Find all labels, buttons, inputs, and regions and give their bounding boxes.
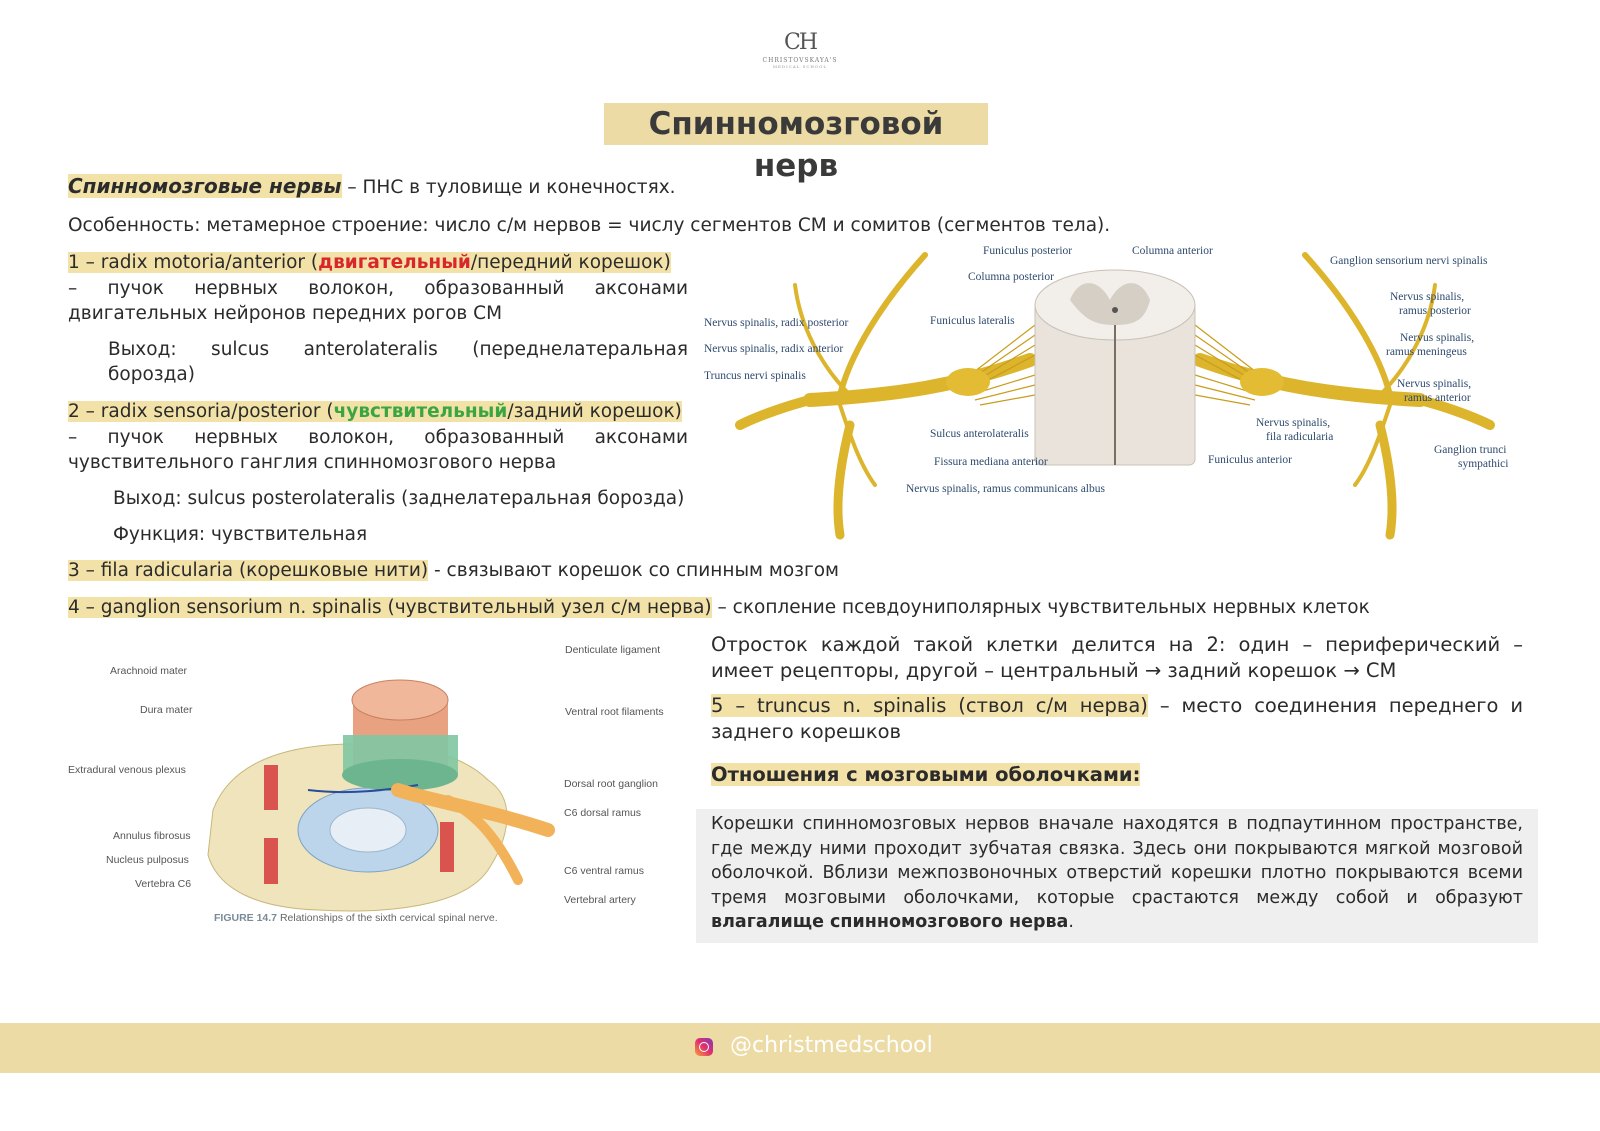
label-ventral-root: Ventral root filaments (565, 706, 664, 718)
label-truncus: Truncus nervi spinalis (704, 370, 806, 382)
label-nucleus: Nucleus pulposus (106, 854, 189, 866)
item2-description: – пучок нервных волокон, образованный аксонами чувствительного ганглия спинномозгового нерва (68, 427, 688, 473)
label-vertebral-artery: Vertebral artery (564, 894, 636, 906)
label-ramus-anterior-1: Nervus spinalis, (1397, 378, 1472, 390)
label-columna-posterior: Columna posterior (968, 271, 1054, 283)
item3-text: - связывают корешок со спинным мозгом (428, 560, 840, 581)
label-funiculus-anterior: Funiculus anterior (1208, 454, 1292, 466)
label-ramus-posterior-2: ramus posterior (1399, 305, 1471, 317)
item1-head-post: /передний корешок) (470, 252, 671, 273)
label-dura: Dura mater (140, 704, 193, 716)
process-text: Отросток каждой такой клетки делится на 2: один – периферический – имеет рецепторы, другой – центральный → задний корешок → СМ (711, 633, 1523, 682)
intro-term: Спинномозговые нервы (68, 174, 342, 198)
item2-heading-highlight (68, 401, 682, 422)
logo-school-sub: MEDICAL SCHOOL (772, 64, 828, 69)
label-fila-1: Nervus spinalis, (1256, 417, 1331, 429)
label-ramus-communicans: Nervus spinalis, ramus communicans albus (906, 483, 1105, 495)
label-ramus-anterior-2: ramus anterior (1404, 392, 1471, 404)
label-fissura: Fissura mediana anterior (934, 456, 1048, 468)
logo-monogram: CH (783, 30, 817, 55)
label-dorsal-ganglion: Dorsal root ganglion (564, 778, 658, 790)
item2-exit: Выход: sulcus posterolateralis (заднелатеральная борозда) (113, 488, 685, 509)
label-ramus-meningeus-1: Nervus spinalis, (1400, 332, 1475, 344)
item1-head-pre: 1 – radix motoria/anterior ( (68, 252, 319, 273)
item3-heading: 3 – fila radicularia (корешковые нити) (68, 560, 429, 581)
intro-definition-text: – ПНС в туловище и конечностях. (341, 177, 676, 198)
item1-head-motor: двигательный (318, 252, 471, 273)
item1-heading-highlight (68, 252, 671, 273)
figure-caption (214, 912, 498, 924)
item4-text: – скопление псевдоуниполярных чувствительных нервных клеток (711, 597, 1370, 618)
label-ganglion-sensorium: Ganglion sensorium nervi spinalis (1330, 255, 1488, 267)
intro-feature: Особенность: метамерное строение: число с/м нервов = числу сегментов СМ и сомитов (сегментов тела). (68, 215, 1111, 236)
label-fila-2: fila radicularia (1266, 431, 1334, 443)
label-columna-anterior: Columna anterior (1132, 245, 1213, 257)
item1-description: – пучок нервных волокон, образованный аксонами двигательных нейронов передних рогов СМ (68, 278, 688, 324)
item4 (68, 595, 1548, 620)
item4-heading: 4 – ganglion sensorium n. spinalis (чувствительный узел с/м нерва) (68, 597, 712, 618)
label-c6-dorsal: C6 dorsal ramus (564, 807, 642, 819)
item5-text: – место соединения переднего и заднего корешков (711, 694, 1523, 743)
school-logo (740, 30, 860, 69)
label-vertebra: Vertebra C6 (135, 878, 192, 890)
item2-head-post: /задний корешок) (507, 401, 682, 422)
item3 (68, 558, 1068, 583)
item2-head-pre: 2 – radix sensoria/posterior ( (68, 401, 334, 422)
relations-title-text: Отношения с мозговыми оболочками: (711, 763, 1141, 786)
item5-heading: 5 – truncus n. spinalis (ствол с/м нерва) (711, 694, 1148, 717)
relations-body: Корешки спинномозговых нервов вначале находятся в подпаутинном пространстве, где между ними проходит зубчатая связка. Здесь они покрываются мягкой мозговой оболочкой. Вблизи межпозвоночных отверстий корешки плотно покрываются всеми тремя мозговыми оболочками, которые срастаются между собой и образуют (711, 814, 1523, 908)
item1-exit: Выход: sulcus anterolateralis (переднелатеральная борозда) (108, 339, 688, 385)
footer-bar (0, 1023, 1600, 1073)
relations-end: . (1068, 912, 1074, 932)
label-ramus-posterior-1: Nervus spinalis, (1390, 291, 1465, 303)
label-ganglion-trunci-1: Ganglion trunci (1434, 444, 1507, 456)
item1-heading (68, 250, 688, 275)
label-radix-anterior: Nervus spinalis, radix anterior (704, 343, 844, 355)
relations-text (711, 812, 1523, 935)
label-radix-posterior: Nervus spinalis, radix posterior (704, 317, 849, 329)
c6-nerve-figure (68, 640, 688, 945)
relations-bold: влагалище спинномозгового нерва (711, 912, 1069, 932)
relations-title (711, 762, 1140, 788)
logo-school-name: CHRISTOVSKAYA'S (762, 57, 838, 64)
item2-head-sensory: чувствительный (333, 401, 508, 422)
label-funiculus-posterior: Funiculus posterior (983, 245, 1073, 257)
instagram-handle[interactable]: @christmedschool (730, 1033, 933, 1058)
instagram-icon[interactable] (695, 1038, 713, 1056)
item5 (711, 693, 1523, 745)
item2-function: Функция: чувствительная (113, 524, 368, 545)
label-ramus-meningeus-2: ramus meningeus (1386, 346, 1467, 358)
label-sulcus-anterolateralis: Sulcus anterolateralis (930, 428, 1029, 440)
label-denticulate: Denticulate ligament (565, 644, 661, 656)
figure-number: FIGURE 14.7 (214, 912, 278, 924)
item2-heading (68, 399, 688, 424)
figure-caption-text: Relationships of the sixth cervical spinal nerve. (279, 912, 498, 924)
label-venous: Extradural venous plexus (68, 764, 186, 776)
label-c6-ventral: C6 ventral ramus (564, 865, 644, 877)
page-title: Спинномозговой нерв (604, 103, 988, 145)
label-annulus: Annulus fibrosus (113, 830, 191, 842)
label-funiculus-lateralis: Funiculus lateralis (930, 315, 1015, 327)
intro-definition (68, 174, 968, 200)
label-ganglion-trunci-2: sympathici (1458, 458, 1509, 470)
spinal-cord-diagram (700, 245, 1530, 540)
label-arachnoid: Arachnoid mater (110, 665, 188, 677)
